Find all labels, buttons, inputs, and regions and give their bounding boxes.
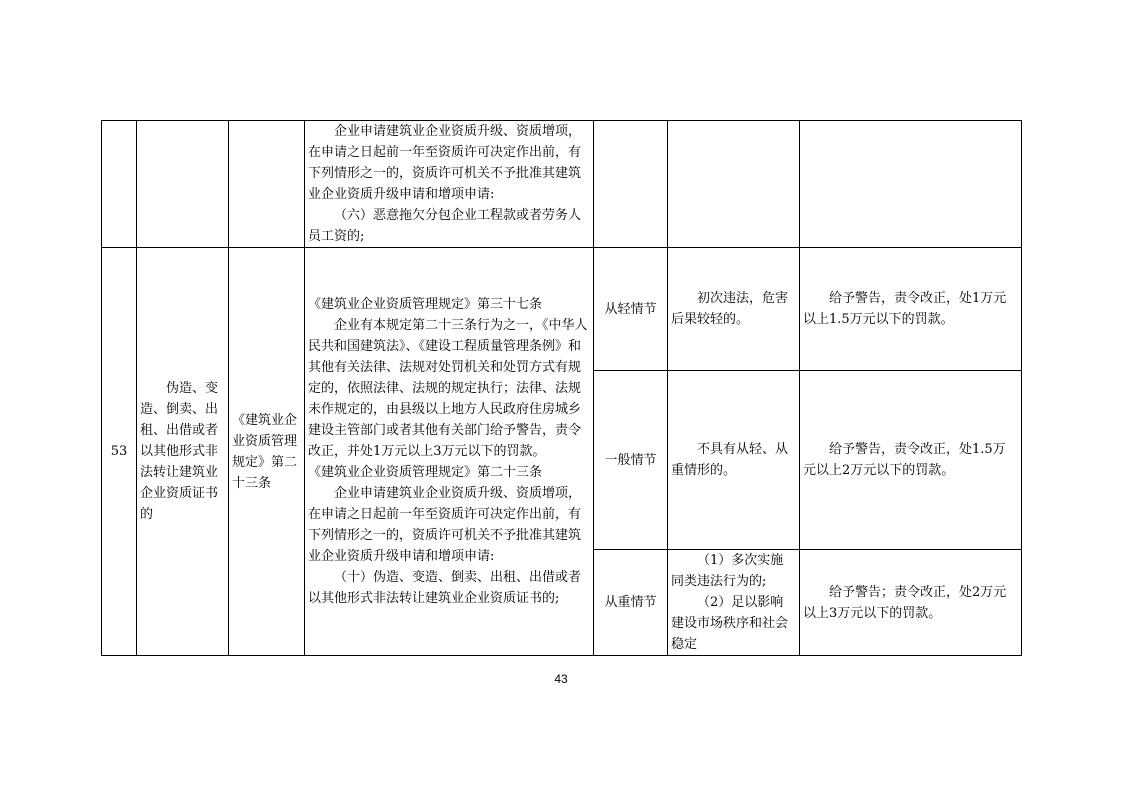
legal-clause: 《建筑业企业资质管理规定》第二十三条 [229, 248, 305, 656]
penalty-standard-table [101, 120, 1022, 656]
penalty-mild: 给予警告，责令改正，处1万元以上1.5万元以下的罚款。 [800, 248, 1022, 371]
violation-cell-empty [137, 121, 229, 248]
circumstance-item: （1）多次实施同类违法行为的; [671, 553, 784, 589]
level-severe: 从重情节 [594, 550, 668, 656]
basis-item: （十）伪造、变造、倒卖、出租、出借或者以其他形式非法转让建筑业企业资质证书的; [308, 570, 582, 606]
basis-heading: 《建筑业企业资质管理规定》第二十三条 [308, 465, 543, 480]
level-general: 一般情节 [594, 371, 668, 550]
penalty-severe: 给予警告；责令改正，处2万元以上3万元以下的罚款。 [800, 550, 1022, 656]
basis-cell [305, 248, 594, 656]
level-mild: 从轻情节 [594, 248, 668, 371]
basis-item: （六）恶意拖欠分包企业工程款或者劳务人员工资的; [308, 208, 582, 244]
row-number: 53 [102, 248, 137, 656]
continuation-row [102, 121, 1022, 248]
penalty-cell-empty [800, 121, 1022, 248]
clause-cell-empty [229, 121, 305, 248]
circumstance-severe [668, 550, 800, 656]
basis-paragraph: 企业申请建筑业企业资质升级、资质增项，在申请之日起前一年至资质许可决定作出前，有下列情形之一的，资质许可机关不予批准其建筑业企业资质升级申请和增项申请: [308, 486, 582, 564]
circumstance-general: 不具有从轻、从重情形的。 [668, 371, 800, 550]
circumstance-mild: 初次违法，危害后果较轻的。 [668, 248, 800, 371]
basis-paragraph: 企业有本规定第二十三条行为之一，《中华人民共和国建筑法》、《建设工程质量管理条例》和其他有关法律、法规对处罚机关和处罚方式有规定的，依照法律、法规的规定执行；法律、法规未作规定的，由县级以上地方人民政府住房城乡建设主管部门或者其他有关部门给予警告，责令改正，并处1万元以上3万元以下的罚款。 [308, 318, 588, 459]
page-number: 43 [554, 672, 568, 686]
basis-cell [305, 121, 594, 248]
number-cell-empty [102, 121, 137, 248]
circumstance-item: （2）足以影响建设市场秩序和社会稳定 [671, 595, 789, 652]
basis-paragraph: 企业申请建筑业企业资质升级、资质增项，在申请之日起前一年至资质许可决定作出前，有下列情形之一的，资质许可机关不予批准其建筑业企业资质升级申请和增项申请: [308, 124, 582, 202]
circumstance-cell-empty [668, 121, 800, 248]
level-cell-empty [594, 121, 668, 248]
penalty-general: 给予警告，责令改正，处1.5万元以上2万元以下的罚款。 [800, 371, 1022, 550]
violation-description: 伪造、变造、倒卖、出租、出借或者以其他形式非法转让建筑业企业资质证书的 [137, 248, 229, 656]
basis-heading: 《建筑业企业资质管理规定》第三十七条 [308, 297, 543, 312]
table-row [102, 248, 1022, 371]
